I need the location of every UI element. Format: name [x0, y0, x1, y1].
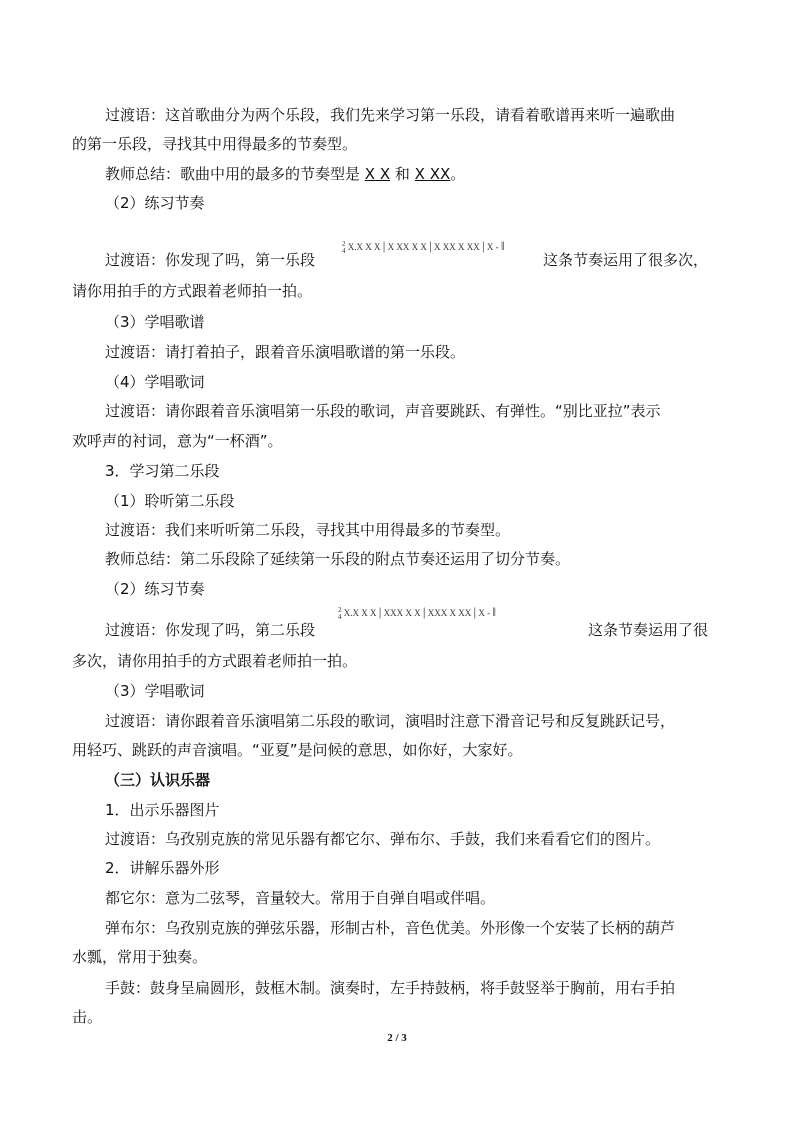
rhythm-notation-1: 2 4 X.X X X | X XX X X | X XX X XX | X - ‖: [342, 238, 505, 255]
rhythm-pattern-2: X XX: [414, 165, 451, 183]
text-line: 水瓢，常用于独奏。: [72, 948, 208, 966]
subheading: （1）聆听第二乐段: [105, 492, 235, 510]
measure: X XX X X: [387, 242, 427, 252]
text-line: 都它尔：意为二弦琴，音量较大。常用于自弹自唱或伴唱。: [105, 889, 496, 907]
text-line: 这条节奏运用了很多次，: [543, 251, 709, 269]
text-segment: 教师总结：歌曲中用的最多的节奏型是: [105, 165, 365, 183]
time-signature: 2 4: [342, 239, 346, 255]
text-line: 欢呼声的衬词，意为“一杯酒”。: [72, 432, 283, 450]
text-line: 用轻巧、跳跃的声音演唱。“亚夏”是问候的意思，如你好，大家好。: [72, 741, 523, 759]
text-line: 过渡语：请打着拍子，跟着音乐演唱歌谱的第一乐段。: [105, 343, 466, 361]
text-line: 过渡语：这首歌曲分为两个乐段，我们先来学习第一乐段，请看着歌谱再来听一遍歌曲: [105, 106, 676, 124]
text-line: 过渡语：你发现了吗，第二乐段: [105, 621, 316, 639]
text-line: [105, 164, 465, 184]
text-line: 多次，请你用拍手的方式跟着老师拍一拍。: [72, 652, 358, 670]
measure: X XX X XX: [433, 242, 480, 252]
text-line: 过渡语：请你跟着音乐演唱第一乐段的歌词，声音要跳跃、有弹性。“别比亚拉”表示: [105, 402, 661, 420]
measure: XXX X XX: [427, 608, 472, 618]
text-line: 过渡语：乌孜别克族的常见乐器有都它尔、弹布尔、手鼓，我们来看看它们的图片。: [105, 830, 661, 848]
measure: X.X X X: [347, 242, 381, 252]
section-heading: （三）认识乐器: [105, 771, 211, 789]
measure: X.X X X: [343, 608, 377, 618]
text-segment: 和: [390, 165, 415, 183]
time-signature: 2 4: [338, 605, 342, 621]
text-line: 请你用拍手的方式跟着老师拍一拍。: [72, 282, 313, 300]
text-line: 弹布尔：乌孜别克族的弹弦乐器，形制古朴，音色优美。外形像一个安装了长柄的葫芦: [105, 919, 676, 937]
text-line: 过渡语：我们来听听第二乐段，寻找其中用得最多的节奏型。: [105, 521, 511, 539]
text-segment: 。: [450, 165, 466, 183]
text-line: 手鼓：鼓身呈扁圆形，鼓框木制。演奏时，左手持鼓柄，将手鼓竖举于胸前，用右手拍: [105, 979, 676, 997]
text-line: 过渡语：请你跟着音乐演唱第二乐段的歌词，演唱时注意下滑音记号和反复跳跃记号，: [105, 712, 676, 730]
measure: X -: [486, 242, 499, 252]
subheading: （3）学唱歌谱: [105, 313, 205, 331]
text-line: 教师总结：第二乐段除了延续第一乐段的附点节奏还运用了切分节奏。: [105, 550, 571, 568]
text-line: 这条节奏运用了很: [588, 621, 709, 639]
subheading: 1．出示乐器图片: [105, 801, 220, 819]
page-number: 2 / 3: [387, 1032, 407, 1044]
text-line: 的第一乐段，寻找其中用得最多的节奏型。: [72, 135, 358, 153]
subheading: （4）学唱歌词: [105, 373, 205, 391]
rhythm-pattern-1: X X: [364, 165, 391, 183]
text-line: 过渡语：你发现了吗，第一乐段: [105, 251, 316, 269]
subheading: 3．学习第二乐段: [105, 462, 220, 480]
subheading: （3）学唱歌词: [105, 682, 205, 700]
text-line: 击。: [72, 1008, 103, 1026]
subheading: 2．讲解乐器外形: [105, 859, 220, 877]
rhythm-notation-2: 2 4 X.X X X | XXX X X | XXX X XX | X - ‖: [338, 604, 496, 621]
subheading: （2）练习节奏: [105, 194, 205, 212]
subheading: （2）练习节奏: [105, 580, 205, 598]
measure: XXX X X: [383, 608, 421, 618]
measure: X -: [478, 608, 491, 618]
